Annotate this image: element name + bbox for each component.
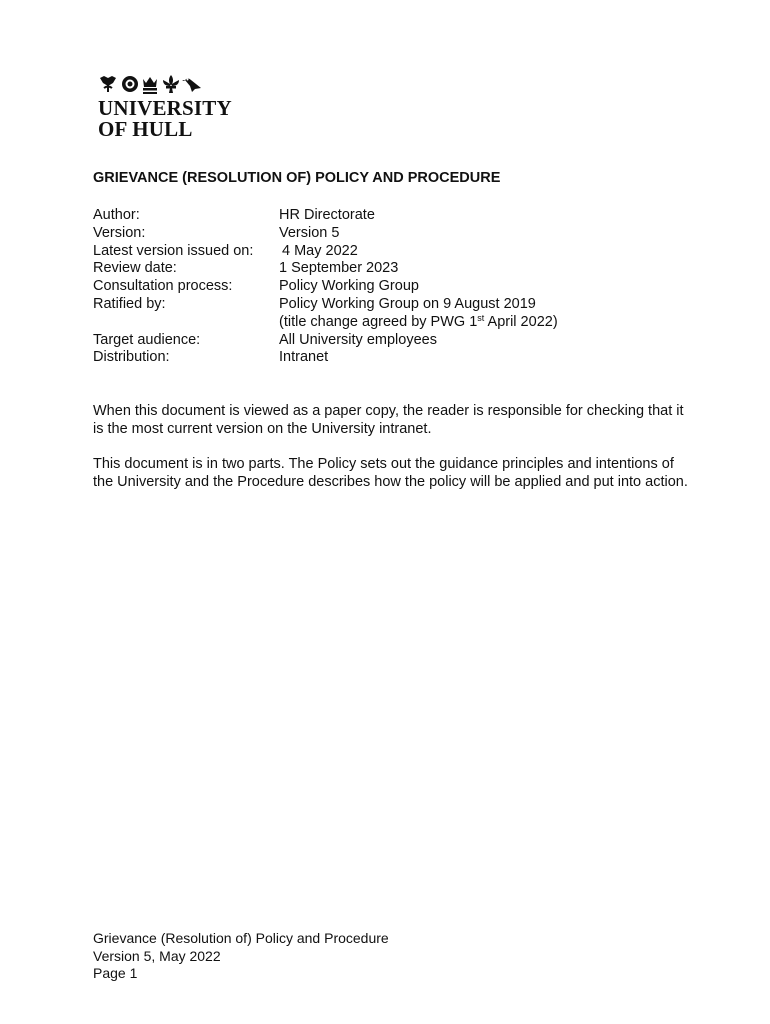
ratified-label: Ratified by: <box>93 295 166 312</box>
ratified-note-suffix: April 2022) <box>484 313 558 330</box>
consultation-label: Consultation process: <box>93 278 233 295</box>
meta-row-review <box>93 260 713 278</box>
ratified-note-sup: st <box>477 312 485 323</box>
meta-row-audience <box>93 332 713 350</box>
meta-row-consultation <box>93 278 713 296</box>
ratified-note <box>279 314 558 332</box>
audience-value: All University employees <box>279 331 437 348</box>
rose-icon <box>100 76 116 92</box>
meta-row-distribution <box>93 349 713 367</box>
page-footer <box>93 930 389 983</box>
footer-version: Version 5, May 2022 <box>93 947 221 964</box>
issued-label: Latest version issued on: <box>93 242 254 259</box>
version-label: Version: <box>93 224 146 241</box>
meta-row-version <box>93 225 713 243</box>
university-logo <box>98 74 258 144</box>
fleur-de-lis-icon <box>163 75 179 93</box>
distribution-label: Distribution: <box>93 349 170 366</box>
crown-icon <box>143 77 157 94</box>
document-metadata <box>93 207 713 367</box>
bird-icon <box>182 79 201 93</box>
meta-row-ratified <box>93 296 713 314</box>
crest-icons <box>98 74 208 94</box>
ratified-value: Policy Working Group on 9 August 2019 <box>279 295 536 312</box>
logo-text-line2: OF HULL <box>98 117 193 141</box>
version-value: Version 5 <box>279 224 340 241</box>
review-label: Review date: <box>93 260 177 277</box>
meta-row-ratified-note <box>93 314 713 332</box>
consultation-value: Policy Working Group <box>279 278 419 295</box>
document-title: GRIEVANCE (RESOLUTION OF) POLICY AND PROCEDURE <box>93 170 501 186</box>
footer-title: Grievance (Resolution of) Policy and Procedure <box>93 930 389 946</box>
logo-text-line1: UNIVERSITY <box>98 96 232 120</box>
footer-page-number: Page 1 <box>93 965 138 981</box>
issued-value: 4 May 2022 <box>282 242 358 259</box>
review-value: 1 September 2023 <box>279 260 399 277</box>
meta-row-issued <box>93 243 713 261</box>
flower-icon <box>122 76 138 92</box>
author-label: Author: <box>93 207 140 223</box>
ratified-note-prefix: (title change agreed by PWG 1 <box>279 313 478 330</box>
document-parts-intro: This document is in two parts. The Policy sets out the guidance principles and intentions of the University and the Procedure describes how the policy will be applied and put into action. <box>93 456 688 490</box>
author-value: HR Directorate <box>279 207 375 223</box>
paper-copy-notice: When this document is viewed as a paper copy, the reader is responsible for checking that it is the most current version on the University intranet. <box>93 403 684 437</box>
distribution-value: Intranet <box>279 349 329 366</box>
audience-label: Target audience: <box>93 331 201 348</box>
meta-row-author <box>93 207 713 225</box>
